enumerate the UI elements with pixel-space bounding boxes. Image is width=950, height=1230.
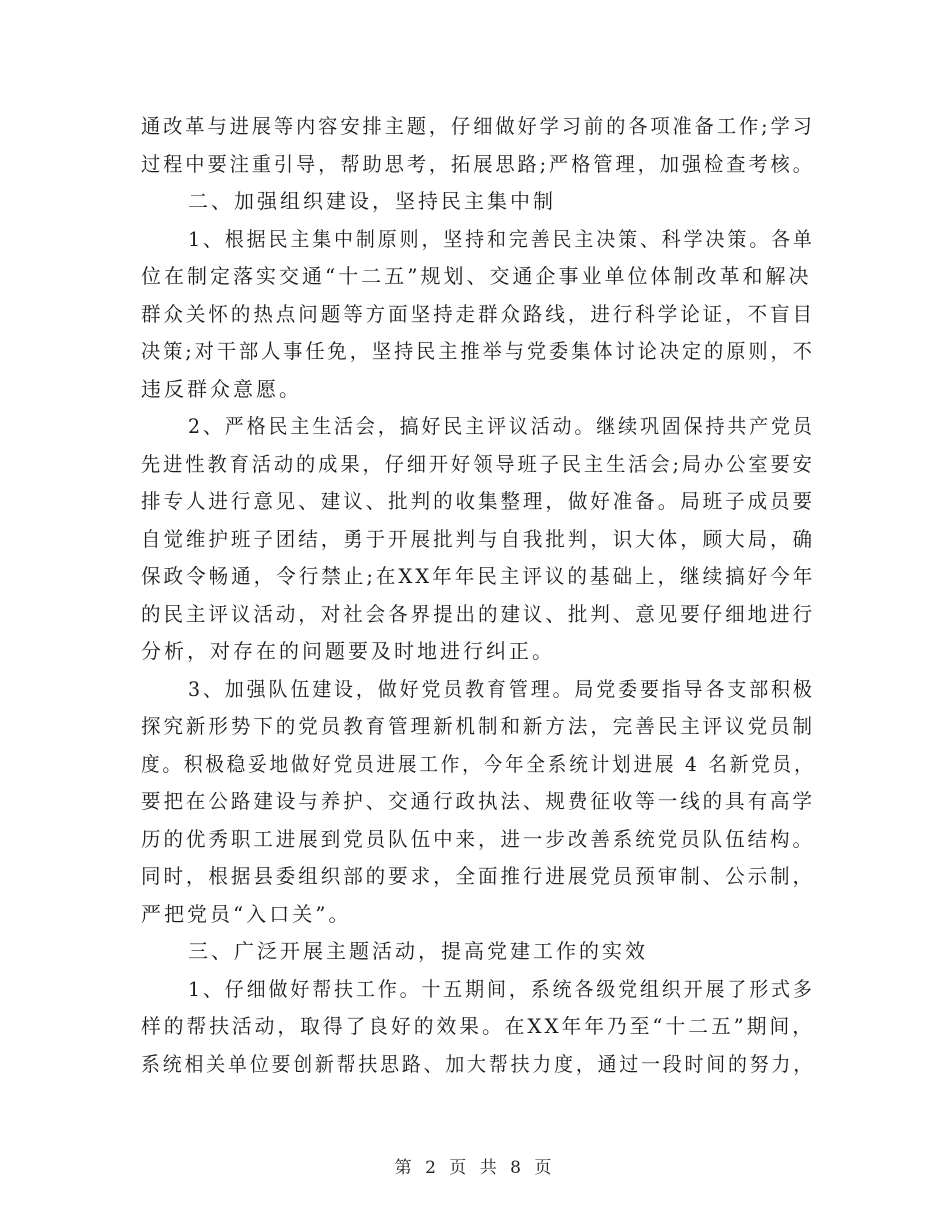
text-line: 系统相关单位要创新帮扶思路、加大帮扶力度，通过一段时间的努力， [141, 1052, 815, 1076]
text-line: 先进性教育活动的成果，仔细开好领导班子民主生活会;局办公室要安 [141, 452, 815, 476]
text-line: 样的帮扶活动，取得了良好的效果。在XX年年乃至“十二五”期间， [141, 1014, 815, 1038]
text-line: 1、根据民主集中制原则，坚持和完善民主决策、科学决策。各单 [188, 227, 815, 251]
text-line: 的民主评议活动，对社会各界提出的建议、批判、意见要仔细地进行 [141, 602, 815, 626]
text-line: 保政令畅通，令行禁止;在XX年年民主评议的基础上，继续搞好今年 [141, 564, 816, 588]
text-line: 2、严格民主生活会，搞好民主评议活动。继续巩固保持共产党员 [188, 414, 815, 438]
section-heading: 二、加强组织建设，坚持民主集中制 [188, 189, 556, 213]
text-line: 排专人进行意见、建议、批判的收集整理，做好准备。局班子成员要 [141, 489, 815, 513]
text-line: 历的优秀职工进展到党员队伍中来，进一步改善系统党员队伍结构。 [141, 827, 815, 851]
text-line: 3、加强队伍建设，做好党员教育管理。局党委要指导各支部积极 [188, 677, 815, 701]
section-heading: 三、广泛开展主题活动，提高党建工作的实效 [188, 939, 648, 963]
text-line: 同时，根据县委组织部的要求，全面推行进展党员预审制、公示制， [141, 864, 815, 888]
text-line: 要把在公路建设与养护、交通行政执法、规费征收等一线的具有高学 [141, 789, 815, 813]
page-footer: 第 2 页 共 8 页 [394, 1158, 556, 1178]
text-line: 度。积极稳妥地做好党员进展工作，今年全系统计划进展 4 名新党员， [141, 752, 816, 776]
text-line: 群众关怀的热点问题等方面坚持走群众路线，进行科学论证，不盲目 [141, 302, 815, 326]
text-line: 违反群众意愿。 [141, 377, 302, 401]
text-line: 严把党员“入口关”。 [141, 902, 352, 926]
text-line: 过程中要注重引导，帮助思考，拓展思路;严格管理，加强检查考核。 [141, 152, 815, 176]
text-line: 探究新形势下的党员教育管理新机制和新方法，完善民主评议党员制 [141, 714, 815, 738]
text-line: 自觉维护班子团结，勇于开展批判与自我批判，识大体，顾大局，确 [141, 527, 815, 551]
text-line: 通改革与进展等内容安排主题，仔细做好学习前的各项准备工作;学习 [141, 114, 815, 138]
text-line: 位在制定落实交通“十二五”规划、交通企事业单位体制改革和解决 [141, 264, 812, 288]
text-line: 1、仔细做好帮扶工作。十五期间，系统各级党组织开展了形式多 [188, 977, 815, 1001]
text-line: 决策;对干部人事任免，坚持民主推举与党委集体讨论决定的原则，不 [141, 339, 815, 363]
text-line: 分析，对存在的问题要及时地进行纠正。 [141, 639, 555, 663]
